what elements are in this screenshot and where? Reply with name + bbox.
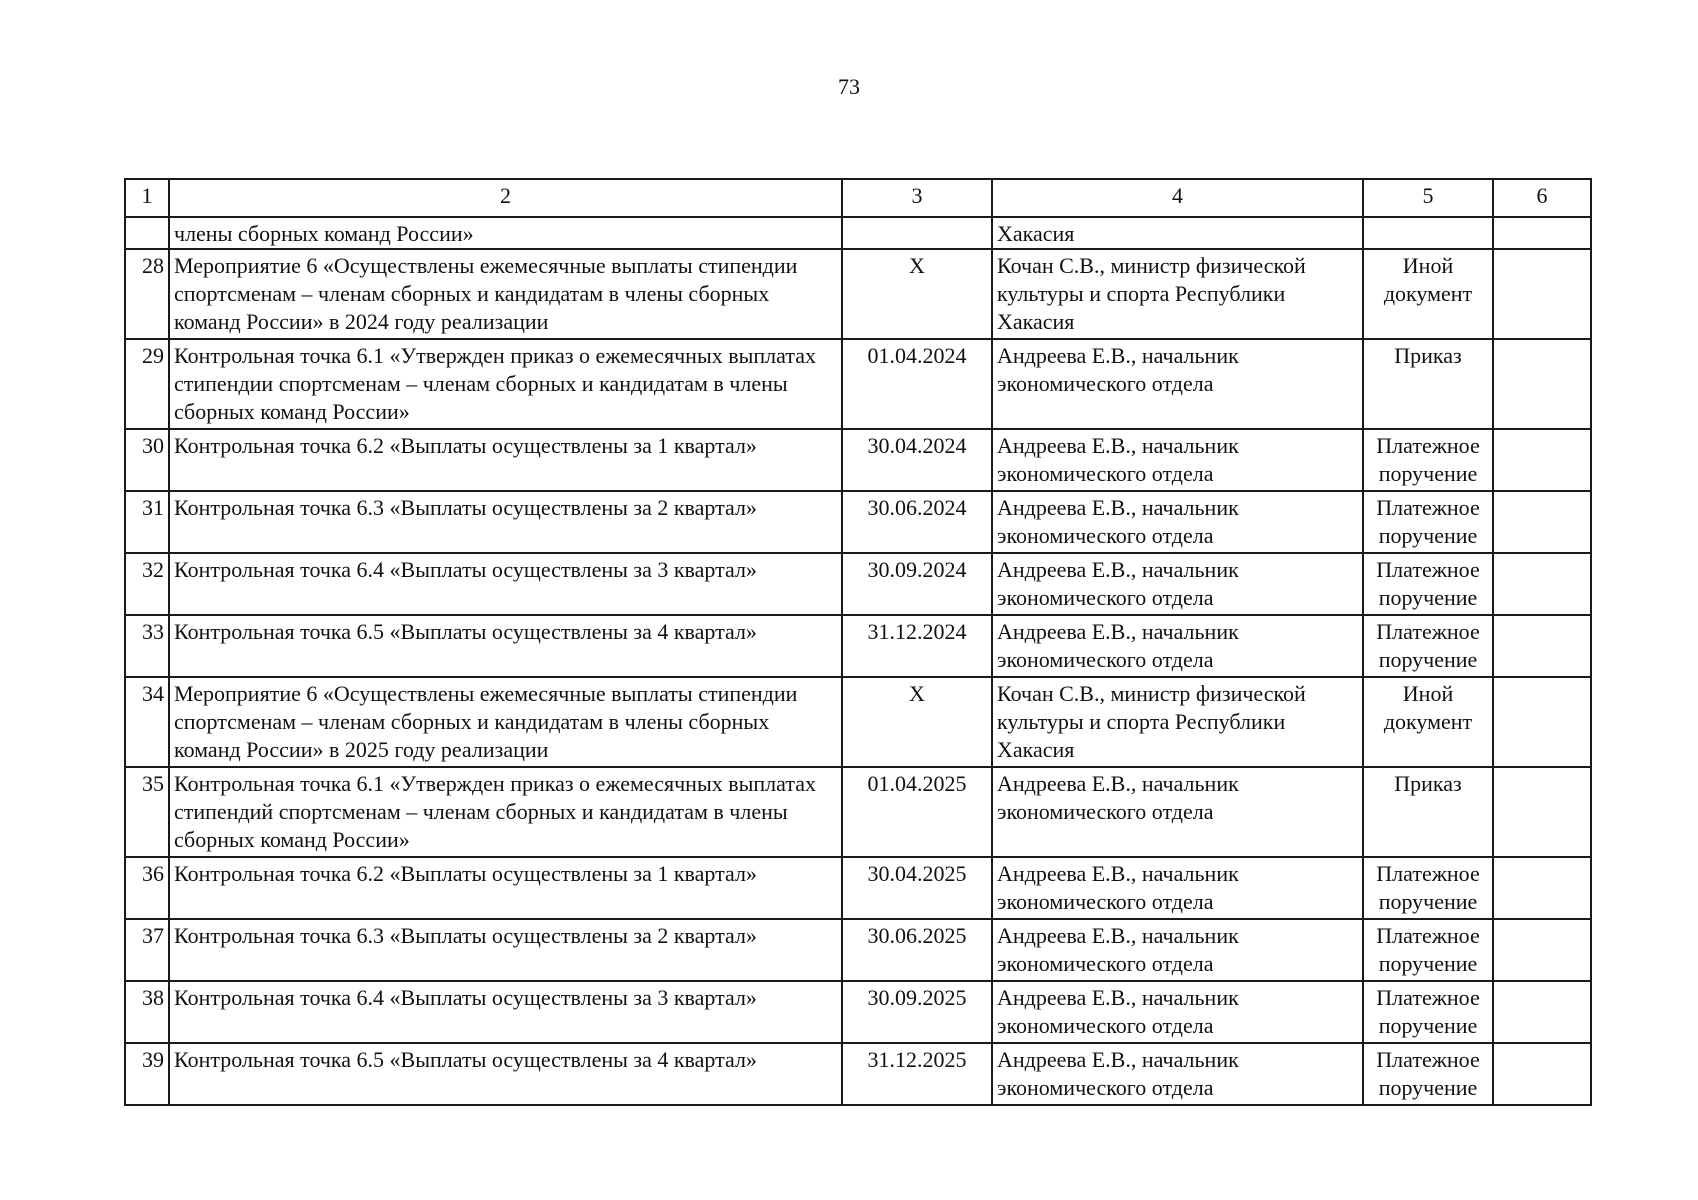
- row-responsible: Андреева Е.В., начальник экономического отдела: [992, 767, 1363, 857]
- row-description: Контрольная точка 6.4 «Выплаты осуществлены за 3 квартал»: [169, 553, 842, 615]
- row-extra: [1493, 217, 1591, 249]
- row-number: 38: [125, 981, 169, 1043]
- row-responsible: Андреева Е.В., начальник экономического отдела: [992, 339, 1363, 429]
- row-date: 01.04.2024: [842, 339, 992, 429]
- row-document-type: Платежное поручение: [1363, 919, 1493, 981]
- row-responsible: Андреева Е.В., начальник экономического отдела: [992, 615, 1363, 677]
- row-description: Контрольная точка 6.3 «Выплаты осуществлены за 2 квартал»: [169, 491, 842, 553]
- header-cell-2: 2: [169, 179, 842, 217]
- row-responsible: Кочан С.В., министр физической культуры и спорта Республики Хакасия: [992, 677, 1363, 767]
- row-number: [125, 217, 169, 249]
- row-description: Контрольная точка 6.5 «Выплаты осуществлены за 4 квартал»: [169, 1043, 842, 1105]
- row-responsible: Кочан С.В., министр физической культуры и спорта Республики Хакасия: [992, 249, 1363, 339]
- table-row: [125, 217, 1591, 249]
- row-responsible: Андреева Е.В., начальник экономического отдела: [992, 857, 1363, 919]
- row-extra: [1493, 249, 1591, 339]
- row-document-type: [1363, 217, 1493, 249]
- table-row: [125, 767, 1591, 857]
- row-number: 28: [125, 249, 169, 339]
- row-date: 30.04.2024: [842, 429, 992, 491]
- row-extra: [1493, 1043, 1591, 1105]
- table-row: [125, 615, 1591, 677]
- row-document-type: Платежное поручение: [1363, 553, 1493, 615]
- row-description: Контрольная точка 6.2 «Выплаты осуществлены за 1 квартал»: [169, 429, 842, 491]
- row-number: 31: [125, 491, 169, 553]
- table-row: [125, 553, 1591, 615]
- row-extra: [1493, 339, 1591, 429]
- header-cell-5: 5: [1363, 179, 1493, 217]
- row-extra: [1493, 615, 1591, 677]
- row-document-type: Иной документ: [1363, 677, 1493, 767]
- table-row: [125, 249, 1591, 339]
- row-document-type: Иной документ: [1363, 249, 1493, 339]
- row-extra: [1493, 767, 1591, 857]
- header-cell-3: 3: [842, 179, 992, 217]
- row-description: Мероприятие 6 «Осуществлены ежемесячные выплаты стипендии спортсменам – членам сборных и кандидатам в члены сборных команд России» в 2025 году реализации: [169, 677, 842, 767]
- row-number: 39: [125, 1043, 169, 1105]
- row-description: Контрольная точка 6.1 «Утвержден приказ о ежемесячных выплатах стипендий спортсменам – членам сборных и кандидатам в члены сборных команд России»: [169, 767, 842, 857]
- row-date: 01.04.2025: [842, 767, 992, 857]
- row-extra: [1493, 553, 1591, 615]
- plan-table: [124, 178, 1592, 1106]
- row-description: члены сборных команд России»: [169, 217, 842, 249]
- row-date: 30.09.2024: [842, 553, 992, 615]
- row-description: Контрольная точка 6.5 «Выплаты осуществлены за 4 квартал»: [169, 615, 842, 677]
- row-number: 34: [125, 677, 169, 767]
- row-extra: [1493, 857, 1591, 919]
- table-row: [125, 919, 1591, 981]
- row-document-type: Платежное поручение: [1363, 1043, 1493, 1105]
- row-responsible: Хакасия: [992, 217, 1363, 249]
- row-number: 32: [125, 553, 169, 615]
- row-responsible: Андреева Е.В., начальник экономического отдела: [992, 491, 1363, 553]
- row-extra: [1493, 919, 1591, 981]
- row-description: Мероприятие 6 «Осуществлены ежемесячные выплаты стипендии спортсменам – членам сборных и кандидатам в члены сборных команд России» в 2024 году реализации: [169, 249, 842, 339]
- header-cell-1: 1: [125, 179, 169, 217]
- row-document-type: Платежное поручение: [1363, 981, 1493, 1043]
- row-date: 31.12.2025: [842, 1043, 992, 1105]
- table-row: [125, 981, 1591, 1043]
- row-number: 29: [125, 339, 169, 429]
- row-description: Контрольная точка 6.3 «Выплаты осуществлены за 2 квартал»: [169, 919, 842, 981]
- row-date: [842, 217, 992, 249]
- row-number: 35: [125, 767, 169, 857]
- row-number: 36: [125, 857, 169, 919]
- row-extra: [1493, 491, 1591, 553]
- table-row: [125, 1043, 1591, 1105]
- header-row: [125, 179, 1591, 217]
- row-date: 30.04.2025: [842, 857, 992, 919]
- row-extra: [1493, 429, 1591, 491]
- row-responsible: Андреева Е.В., начальник экономического отдела: [992, 1043, 1363, 1105]
- row-number: 33: [125, 615, 169, 677]
- row-date: 31.12.2024: [842, 615, 992, 677]
- row-description: Контрольная точка 6.4 «Выплаты осуществлены за 3 квартал»: [169, 981, 842, 1043]
- row-date: X: [842, 249, 992, 339]
- header-cell-6: 6: [1493, 179, 1591, 217]
- row-document-type: Платежное поручение: [1363, 491, 1493, 553]
- row-date: 30.06.2024: [842, 491, 992, 553]
- row-responsible: Андреева Е.В., начальник экономического отдела: [992, 429, 1363, 491]
- row-document-type: Платежное поручение: [1363, 615, 1493, 677]
- row-date: 30.06.2025: [842, 919, 992, 981]
- header-cell-4: 4: [992, 179, 1363, 217]
- table-row: [125, 429, 1591, 491]
- row-responsible: Андреева Е.В., начальник экономического отдела: [992, 919, 1363, 981]
- row-number: 30: [125, 429, 169, 491]
- row-extra: [1493, 677, 1591, 767]
- table-row: [125, 339, 1591, 429]
- row-date: X: [842, 677, 992, 767]
- row-responsible: Андреева Е.В., начальник экономического отдела: [992, 553, 1363, 615]
- table-row: [125, 857, 1591, 919]
- row-document-type: Платежное поручение: [1363, 429, 1493, 491]
- row-document-type: Приказ: [1363, 767, 1493, 857]
- row-document-type: Платежное поручение: [1363, 857, 1493, 919]
- page-number: 73: [838, 74, 860, 99]
- row-description: Контрольная точка 6.2 «Выплаты осуществлены за 1 квартал»: [169, 857, 842, 919]
- row-number: 37: [125, 919, 169, 981]
- table-row: [125, 677, 1591, 767]
- row-description: Контрольная точка 6.1 «Утвержден приказ о ежемесячных выплатах стипендии спортсменам – членам сборных и кандидатам в члены сборных команд России»: [169, 339, 842, 429]
- row-extra: [1493, 981, 1591, 1043]
- row-document-type: Приказ: [1363, 339, 1493, 429]
- table-row: [125, 491, 1591, 553]
- row-responsible: Андреева Е.В., начальник экономического отдела: [992, 981, 1363, 1043]
- row-date: 30.09.2025: [842, 981, 992, 1043]
